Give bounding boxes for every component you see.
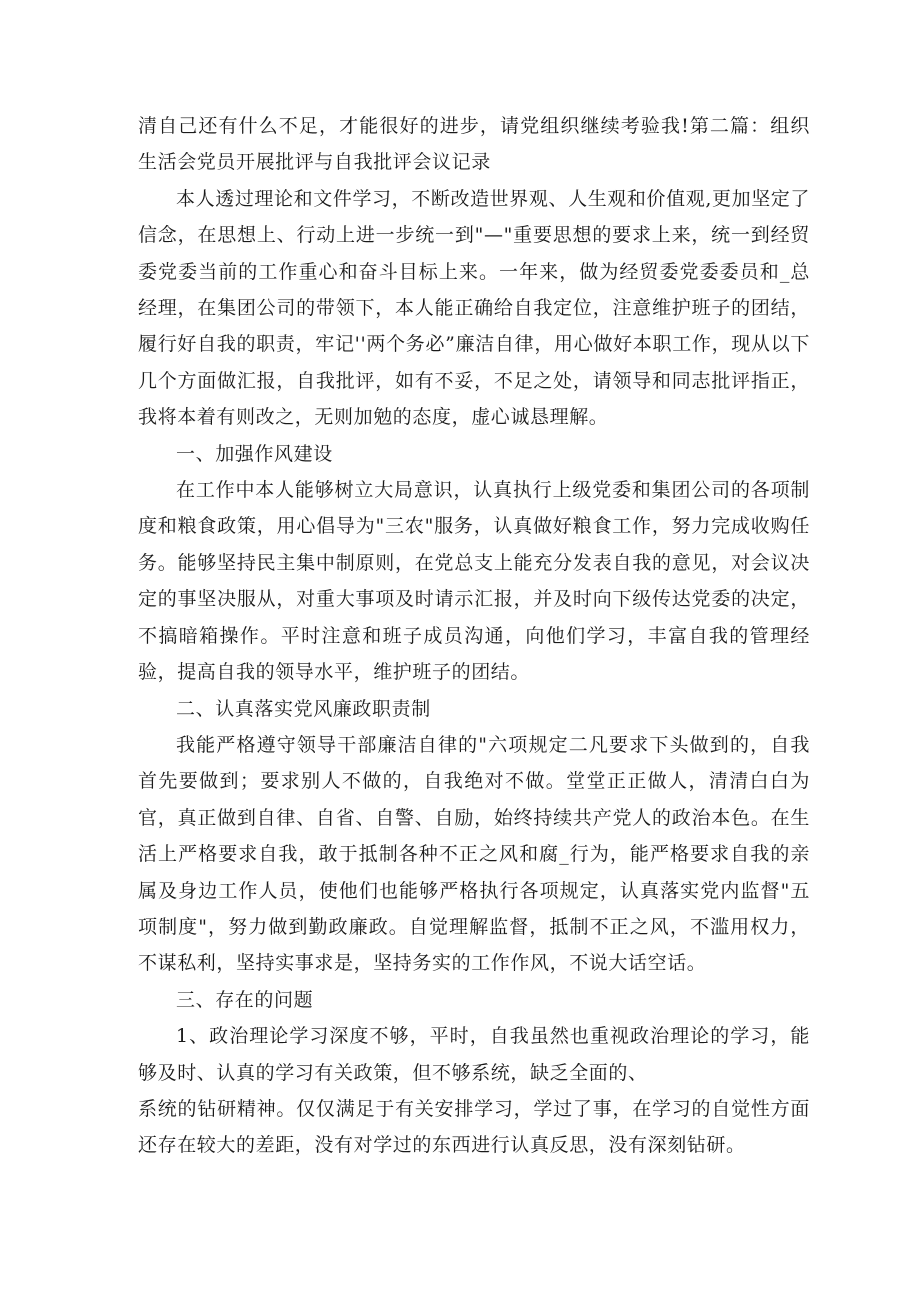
section-heading-2: 二、认真落实党风廉政职责制 bbox=[176, 697, 431, 720]
paragraph-intro: 本人透过理论和文件学习，不断改造世界观、人生观和价值观,更加坚定了信念，在思想上、行动上进一步统一到"—"重要思想的要求上来，统一到经贸委党委当前的工作重心和奋斗目标上来。一年来，做为经贸委党委委员和_总经理，在集团公司的带领下，本人能正确给自我定位，注意维护班子的团结，履行好自我的职责，牢记''两个务必”廉洁自律，用心做好本职工作，现从以下几个方面做汇报，自我批评，如有不妥，不足之处，请领导和同志批评指正，我将本着有则改之，无则加勉的态度，虚心诚恳理解。 bbox=[138, 187, 810, 429]
paragraph-section-2: 我能严格遵守领导干部廉洁自律的"六项规定二凡要求下头做到的，自我首先要做到；要求别人不做的，自我绝对不做。堂堂正正做人，清清白白为官，真正做到自律、自省、自警、自励，始终持续共产党人的政治本色。在生活上严格要求自我，敢于抵制各种不正之风和腐_行为，能严格要求自我的亲属及身边工作人员，使他们也能够严格执行各项规定，认真落实党内监督"五项制度"，努力做到勤政廉政。自觉理解监督，抵制不正之风，不滥用权力，不谋私利，坚持实事求是，坚持务实的工作作风，不说大话空话。 bbox=[138, 733, 810, 975]
section-heading-3: 三、存在的问题 bbox=[176, 988, 314, 1011]
section-heading-1: 一、加强作风建设 bbox=[176, 442, 333, 465]
paragraph-issue-1-continued: 系统的钻研精神。仅仅满足于有关安排学习，学过了事，在学习的自觉性方面还存在较大的差距，没有对学过的东西进行认真反思，没有深刻钻研。 bbox=[138, 1097, 810, 1157]
paragraph-issue-1: 1、政治理论学习深度不够，平时，自我虽然也重视政治理论的学习，能够及时、认真的学习有关政策，但不够系统，缺乏全面的、 bbox=[138, 1025, 810, 1084]
paragraph-section-1: 在工作中本人能够树立大局意识，认真执行上级党委和集团公司的各项制度和粮食政策，用心倡导为"三农"服务，认真做好粮食工作，努力完成收购任务。能够坚持民主集中制原则，在党总支上能充分发表自我的意见，对会议决定的事坚决服从，对重大事项及时请示汇报，并及时向下级传达党委的决定，不搞暗箱操作。平时注意和班子成员沟通，向他们学习，丰富自我的管理经验，提高自我的领导水平，维护班子的团结。 bbox=[138, 479, 810, 684]
document-body bbox=[138, 108, 810, 1164]
paragraph-continuation: 清自己还有什么不足，才能很好的进步，请党组织继续考验我!第二篇：组织生活会党员开展批评与自我批评会议记录 bbox=[138, 115, 810, 174]
